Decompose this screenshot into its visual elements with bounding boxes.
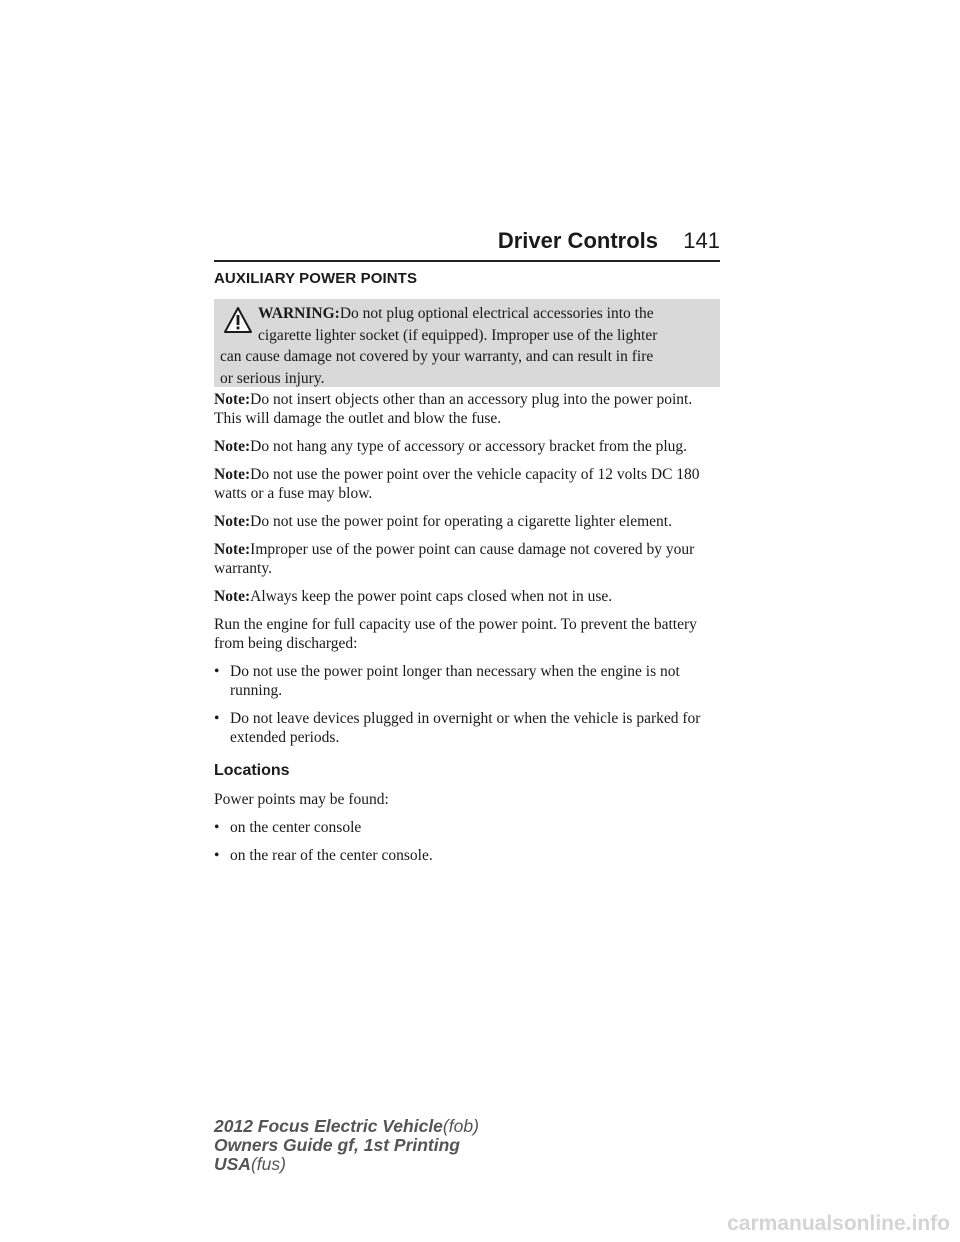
note-label: Note: [214, 513, 251, 530]
bullet-dot: • [214, 847, 220, 864]
note-label: Note: [214, 466, 251, 483]
note-paragraph [214, 465, 720, 503]
header-rule [214, 260, 720, 262]
bullet-dot: • [214, 819, 220, 836]
bullet-dot: • [214, 663, 220, 680]
warning-line-2: cigarette lighter socket (if equipped). Improper use of the lighter [258, 326, 658, 344]
note-label: Note: [214, 391, 251, 408]
list-item-text: Do not leave devices plugged in overnight or when the vehicle is parked for extended periods. [230, 710, 701, 746]
page-header [214, 228, 720, 258]
note-text: Improper use of the power point can cause damage not covered by your warranty. [214, 541, 695, 577]
list-item [214, 846, 720, 865]
chapter-title: Driver Controls [497, 228, 658, 253]
page-number: 141 [683, 228, 720, 253]
note-paragraph [214, 540, 720, 578]
bullet-dot: • [214, 710, 220, 727]
note-paragraph [214, 512, 720, 531]
note-label: Note: [214, 438, 251, 455]
warning-line-1: Do not plug optional electrical accessories into the [339, 305, 654, 322]
list-item [214, 662, 720, 700]
note-label: Note: [214, 588, 251, 605]
run-paragraph: Run the engine for full capacity use of the power point. To prevent the battery from being discharged: [214, 616, 697, 652]
note-text: Do not use the power point for operating a cigarette lighter element. [250, 513, 672, 530]
note-text: Always keep the power point caps closed when not in use. [250, 588, 613, 605]
warning-line-4: or serious injury. [220, 369, 325, 387]
warning-line-3: can cause damage not covered by your warranty, and can result in fire [220, 348, 654, 365]
locations-intro: Power points may be found: [214, 791, 389, 808]
footer-market: USA [214, 1154, 251, 1174]
note-paragraph [214, 437, 720, 456]
warning-lead: WARNING: [258, 305, 340, 322]
footer-guide: Owners Guide gf, 1st Printing [214, 1135, 460, 1155]
warning-box [214, 299, 720, 387]
list-item-text: Do not use the power point longer than necessary when the engine is not running. [230, 663, 680, 699]
footer-model: 2012 Focus Electric Vehicle [214, 1116, 443, 1136]
section-heading: AUXILIARY POWER POINTS [214, 270, 418, 287]
note-text: Do not insert objects other than an accessory plug into the power point. This will damage the outlet and blow the fuse. [214, 391, 693, 427]
note-paragraph [214, 390, 720, 428]
main-content [214, 390, 720, 874]
note-text: Do not hang any type of accessory or accessory bracket from the plug. [250, 438, 688, 455]
note-paragraph [214, 587, 720, 606]
footer-model-code: (fob) [442, 1116, 479, 1136]
page-footer [214, 1117, 479, 1174]
note-text: Do not use the power point over the vehicle capacity of 12 volts DC 180 watts or a fuse may blow. [214, 466, 700, 502]
list-item [214, 818, 720, 837]
list-item-text: on the rear of the center console. [230, 847, 433, 864]
footer-market-code: (fus) [250, 1154, 286, 1174]
list-item [214, 709, 720, 747]
locations-heading: Locations [214, 762, 290, 779]
warning-text [220, 303, 714, 389]
list-item-text: on the center console [230, 819, 362, 836]
watermark: carmanualsonline.info [727, 1212, 950, 1235]
note-label: Note: [214, 541, 251, 558]
